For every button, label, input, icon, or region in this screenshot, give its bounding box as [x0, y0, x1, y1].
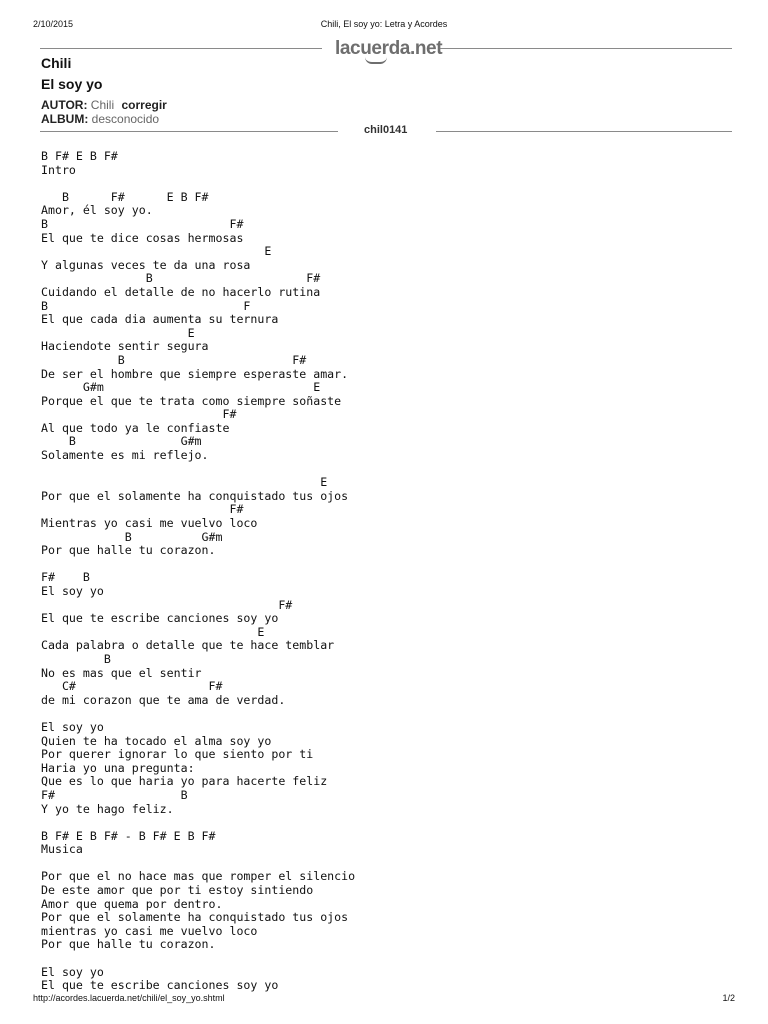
header-divider-left [40, 48, 322, 49]
logo-swoosh-icon [365, 57, 387, 64]
author-label: AUTOR: [41, 98, 88, 112]
page-url: http://acordes.lacuerda.net/chili/el_soy_yo.shtml [33, 993, 225, 1003]
print-date: 2/10/2015 [33, 19, 74, 29]
lyrics-chords: B F# E B F# Intro B F# E B F# Amor, él soy yo. B F# El que te dice cosas hermosas E Y algunas veces te da una rosa B F# Cuidando el detalle de no hacerlo rutina B F El que cada dia aumenta su ternura E Haciendote sentir segura B F# De ser el hombre que siempre esperaste amar. G#m E Porque el que te trata como siempre soñaste F# Al que todo ya le confiaste B G#m Solamente es mi reflejo. E Por que el solamente ha conquistado tus ojos F# Mientras yo casi me vuelvo loco B G#m Por que halle tu corazon. F# B El soy yo F# El que te escribe canciones soy yo E Cada palabra o detalle que te hace temblar B No es mas que el sentir C# F# de mi corazon que te ama de verdad. El soy yo Quien te ha tocado el alma soy yo Por querer ignorar lo que siento por ti Haria yo una pregunta: Que es lo que haria yo para hacerte feliz F# B Y yo te hago feliz. B F# E B F# - B F# E B F# Musica Por que el no hace mas que romper el silencio De este amor que por ti estoy sintiendo Amor que quema por dentro. Por que el solamente ha conquistado tus ojos mientras yo casi me vuelvo loco Por que halle tu corazon. El soy yo El que te escribe canciones soy yo [41, 149, 356, 993]
site-logo-text: lacuerda.net [335, 38, 443, 59]
uploader-divider-left [40, 131, 338, 132]
page-number: 1/2 [722, 993, 735, 1003]
print-doc-title: Chili, El soy yo: Letra y Acordes [320, 19, 448, 29]
header-divider-right [440, 48, 732, 49]
song-info [41, 54, 167, 126]
album-value[interactable]: desconocido [91, 112, 160, 126]
artist-name: Chili [41, 55, 72, 71]
album-label: ALBUM: [41, 112, 89, 126]
print-footer [33, 993, 735, 1007]
uploader-divider-right [436, 131, 732, 132]
uploader-bar [40, 124, 732, 140]
uploader-name[interactable]: chil0141 [364, 124, 408, 136]
print-header [33, 19, 735, 33]
site-logo[interactable] [335, 38, 442, 60]
author-value[interactable]: Chili [90, 98, 115, 112]
author-line [41, 98, 167, 112]
song-title: El soy yo [41, 76, 103, 92]
edit-link[interactable]: corregir [121, 98, 167, 112]
